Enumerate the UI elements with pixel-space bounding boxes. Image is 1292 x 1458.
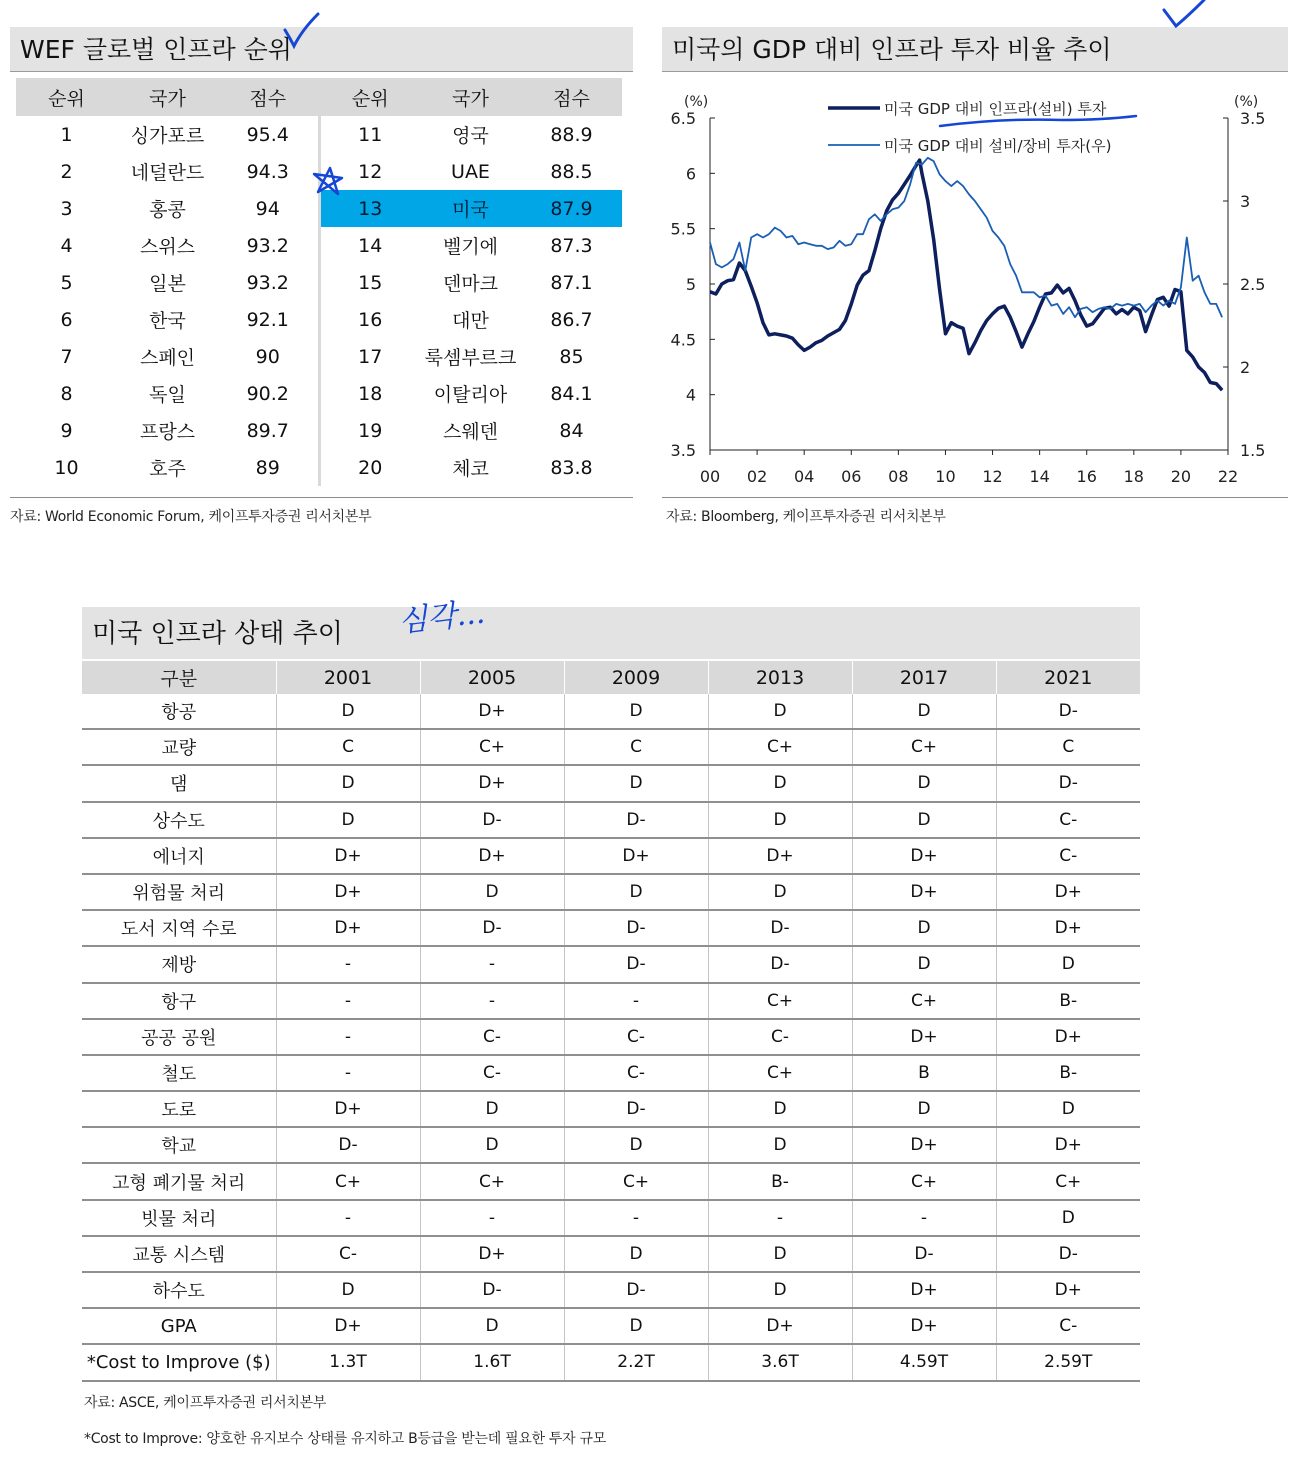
grade-table-row: [82, 1091, 1140, 1127]
grade-cell: C-: [708, 1019, 852, 1055]
y-right-tick-label: 2: [1240, 358, 1251, 377]
grade-cell: -: [276, 1019, 420, 1055]
grade-cell: D-: [564, 946, 708, 982]
grade-table-row: [82, 1236, 1140, 1272]
x-tick-label: 18: [1123, 467, 1144, 486]
grade-cell: D-: [996, 694, 1140, 729]
wef-table-cell: 86.7: [550, 308, 593, 331]
grade-row-label: 교량: [82, 729, 276, 765]
y-left-tick-label: 5.5: [670, 219, 696, 239]
wef-table-row: [16, 264, 622, 301]
chart-title-underline: [662, 71, 1288, 72]
grade-cell: D: [420, 1308, 564, 1344]
grade-cell: D: [564, 1127, 708, 1163]
y-right-tick-label: 3: [1240, 192, 1251, 211]
wef-table-cell: 88.5: [550, 160, 593, 183]
grade-table-row: [82, 1272, 1140, 1308]
grade-cell: D+: [276, 1091, 420, 1127]
wef-table-cell: 4: [60, 234, 73, 257]
wef-table-cell: 83.8: [550, 456, 593, 479]
wef-table-cell: 스위스: [139, 236, 196, 258]
grade-cell: D: [564, 1308, 708, 1344]
grade-cell: C: [564, 729, 708, 765]
grade-cell: D: [564, 1236, 708, 1272]
wef-table-cell: 93.2: [246, 234, 289, 257]
grade-header-cell: 2005: [420, 661, 564, 694]
grade-cell: D+: [852, 1308, 996, 1344]
grade-cell: D-: [420, 802, 564, 838]
x-tick-label: 04: [794, 467, 815, 486]
grade-cell: 3.6T: [708, 1344, 852, 1380]
grade-cell: D-: [420, 910, 564, 946]
wef-table-cell: 영국: [452, 125, 489, 147]
grade-cell: C-: [564, 1055, 708, 1091]
grade-cell: D+: [420, 1236, 564, 1272]
wef-table-cell: 12: [319, 153, 420, 190]
wef-table-cell: 85: [559, 345, 584, 368]
wef-ranking-table: [16, 78, 622, 486]
wef-table-cell: 14: [319, 227, 420, 264]
grade-cell: D+: [708, 1308, 852, 1344]
wef-table-cell: 17: [319, 338, 420, 375]
grade-cell: D+: [852, 874, 996, 910]
wef-header-cell: 점수: [218, 78, 319, 116]
x-tick-label: 20: [1170, 467, 1192, 486]
grade-header-cell: 2001: [276, 661, 420, 694]
grade-table-row: [82, 1308, 1140, 1344]
wef-table-cell: 1: [60, 123, 73, 146]
grade-row-label: 위험물 처리: [82, 874, 276, 910]
infra-grade-table: [82, 661, 1140, 1382]
y-left-tick-label: 6: [685, 164, 696, 184]
y-left-tick-label: 6.5: [670, 109, 696, 128]
grade-cell: D: [564, 694, 708, 729]
grade-cell: B-: [708, 1163, 852, 1199]
wef-table-cell: 88.9: [550, 123, 593, 146]
wef-table-cell: 스웨덴: [442, 421, 499, 443]
grade-cell: C+: [564, 1163, 708, 1199]
grade-cell: C+: [996, 1163, 1140, 1199]
wef-table-cell: 6: [60, 308, 73, 331]
grade-cell: -: [420, 983, 564, 1019]
wef-table-cell: 네덜란드: [130, 162, 205, 184]
grade-cell: D: [420, 1127, 564, 1163]
grade-cell: -: [276, 1200, 420, 1236]
grade-cell: D: [708, 1272, 852, 1308]
grade-cell: D+: [996, 1272, 1140, 1308]
grade-cell: D+: [852, 1127, 996, 1163]
wef-table-cell: 87.9: [521, 190, 622, 227]
grade-cell: 1.3T: [276, 1344, 420, 1380]
wef-table-cell: 89: [255, 456, 280, 479]
grade-cell: B-: [996, 1055, 1140, 1091]
grade-cell: D+: [852, 1019, 996, 1055]
wef-header-cell: 국가: [117, 78, 218, 116]
grade-cell: C+: [708, 729, 852, 765]
wef-panel-title: WEF 글로벌 인프라 순위: [10, 27, 633, 71]
wef-header-cell: 국가: [420, 78, 521, 116]
wef-title-underline: [10, 71, 633, 72]
grade-table-row: [82, 1200, 1140, 1236]
grade-cell: D: [852, 694, 996, 729]
grade-table-row: [82, 802, 1140, 838]
grade-table-row: [82, 946, 1140, 982]
wef-table-row: [16, 338, 622, 375]
wef-header-row: [16, 78, 622, 116]
wef-table-cell: 10: [54, 456, 79, 479]
grade-cell: D: [996, 1091, 1140, 1127]
grade-cell: D-: [276, 1127, 420, 1163]
grade-cell: D+: [276, 910, 420, 946]
grade-cell: D: [708, 1236, 852, 1272]
chart-bottom-rule: [662, 497, 1288, 498]
grade-cell: D: [276, 802, 420, 838]
y-left-tick-label: 4: [685, 385, 696, 405]
grade-cell: C+: [276, 1163, 420, 1199]
grade-cell: 2.2T: [564, 1344, 708, 1380]
wef-table-cell: 9: [60, 419, 73, 442]
grade-cell: C-: [564, 1019, 708, 1055]
grade-cell: C+: [852, 729, 996, 765]
grade-cell: D+: [276, 1308, 420, 1344]
grade-cell: D: [852, 802, 996, 838]
grade-row-label: 항구: [82, 983, 276, 1019]
grade-cell: 2.59T: [996, 1344, 1140, 1380]
grade-row-label: 도서 지역 수로: [82, 910, 276, 946]
grade-cell: D+: [996, 1019, 1140, 1055]
legend-label-1: 미국 GDP 대비 인프라(설비) 투자: [884, 100, 1107, 118]
wef-table-cell: 벨기에: [442, 236, 499, 258]
grade-cell: D+: [276, 838, 420, 874]
wef-table-cell: 한국: [149, 310, 186, 332]
wef-table-row: [16, 227, 622, 264]
grade-cell: D: [852, 765, 996, 801]
x-tick-label: 08: [888, 467, 909, 486]
grade-table-row: [82, 1127, 1140, 1163]
grade-cell: -: [420, 1200, 564, 1236]
grade-cell: D+: [996, 1127, 1140, 1163]
grade-cell: C: [276, 729, 420, 765]
wef-table-cell: 독일: [149, 384, 186, 406]
grade-cell: D-: [708, 946, 852, 982]
grade-cell: D-: [852, 1236, 996, 1272]
grade-cell: D-: [564, 802, 708, 838]
grade-cell: -: [708, 1200, 852, 1236]
grade-cell: -: [852, 1200, 996, 1236]
wef-header-cell: 순위: [319, 78, 420, 116]
handwritten-star: [308, 164, 352, 198]
wef-table-cell: 90.2: [246, 382, 289, 405]
grade-header-row: [82, 661, 1140, 694]
grade-cell: D: [276, 694, 420, 729]
handwritten-checkmark: [280, 10, 324, 50]
wef-table-cell: 호주: [149, 458, 186, 480]
grade-cell: C+: [852, 983, 996, 1019]
wef-table-cell: 18: [319, 375, 420, 412]
wef-table-cell: 3: [60, 197, 73, 220]
grade-cell: D: [420, 1091, 564, 1127]
grade-row-label: 고형 폐기물 처리: [82, 1163, 276, 1199]
grade-cell: D-: [564, 910, 708, 946]
grade-cell: D: [708, 874, 852, 910]
x-tick-label: 02: [746, 467, 768, 486]
y-right-tick-label: 2.5: [1240, 275, 1266, 294]
chart-lines: [710, 158, 1222, 390]
wef-table-cell: 룩셈부르크: [424, 347, 517, 369]
wef-table-cell: 87.1: [550, 271, 593, 294]
grade-table-row: [82, 983, 1140, 1019]
wef-table-cell: 95.4: [246, 123, 289, 146]
wef-table-cell: UAE: [451, 160, 490, 183]
y-left-tick-label: 4.5: [670, 330, 696, 350]
wef-table-cell: 90: [255, 345, 280, 368]
grade-cell: C+: [708, 983, 852, 1019]
grade-cell: D+: [564, 838, 708, 874]
x-tick-label: 10: [935, 467, 956, 486]
wef-table-cell: 20: [319, 449, 420, 486]
legend-label-2: 미국 GDP 대비 설비/장비 투자(우): [884, 137, 1112, 155]
wef-table-cell: 92.1: [246, 308, 289, 331]
wef-table-cell: 94.3: [246, 160, 289, 183]
grade-cell: C+: [420, 729, 564, 765]
grade-cell: C-: [996, 802, 1140, 838]
chart-source: 자료: Bloomberg, 케이프투자증권 리서치본부: [666, 509, 946, 525]
wef-table-cell: 87.3: [550, 234, 593, 257]
grade-row-label: 상수도: [82, 802, 276, 838]
grade-cell: D+: [852, 838, 996, 874]
grade-header-cell: 2009: [564, 661, 708, 694]
grade-cell: C-: [420, 1055, 564, 1091]
grade-cell: D-: [564, 1091, 708, 1127]
grade-row-label: 공공 공원: [82, 1019, 276, 1055]
grade-cell: B: [852, 1055, 996, 1091]
grade-row-label: 하수도: [82, 1272, 276, 1308]
grade-cell: D: [708, 694, 852, 729]
grade-panel-title: 미국 인프라 상태 추이: [82, 607, 1140, 659]
grade-cell: D: [276, 765, 420, 801]
wef-table-cell: 대만: [452, 310, 489, 332]
wef-table-cell: 93.2: [246, 271, 289, 294]
handwritten-checkmark-chart: [1160, 0, 1210, 30]
x-tick-label: 06: [841, 467, 862, 486]
grade-cell: D+: [420, 765, 564, 801]
grade-cell: -: [564, 1200, 708, 1236]
y-right-tick-label: 3.5: [1240, 109, 1266, 128]
grade-footnote: *Cost to Improve: 양호한 유지보수 상태를 유지하고 B등급을 받는데 필요한 투자 규모: [84, 1431, 606, 1447]
wef-table-cell: 덴마크: [442, 273, 499, 295]
wef-header-cell: 순위: [16, 78, 117, 116]
grade-cell: D: [996, 1200, 1140, 1236]
grade-row-label: 빗물 처리: [82, 1200, 276, 1236]
wef-source: 자료: World Economic Forum, 케이프투자증권 리서치본부: [10, 509, 372, 525]
grade-cell: D-: [708, 910, 852, 946]
grade-cell: C-: [420, 1019, 564, 1055]
grade-cell: C: [996, 729, 1140, 765]
grade-cell: -: [420, 946, 564, 982]
grade-cell: D-: [564, 1272, 708, 1308]
grade-table-row: [82, 1163, 1140, 1199]
grade-header-cell: 2021: [996, 661, 1140, 694]
grade-cell: D: [708, 1127, 852, 1163]
grade-cell: C+: [420, 1163, 564, 1199]
x-tick-label: 12: [982, 467, 1003, 486]
y-left-tick-label: 5: [685, 275, 696, 294]
grade-row-label: 제방: [82, 946, 276, 982]
wef-table-cell: 7: [60, 345, 73, 368]
wef-table-cell: 미국: [420, 190, 521, 227]
grade-cell: D: [852, 946, 996, 982]
wef-table-cell: 8: [60, 382, 73, 405]
grade-cell: D+: [708, 838, 852, 874]
grade-table-row: [82, 1344, 1140, 1380]
grade-cell: D+: [996, 910, 1140, 946]
wef-table-row: [16, 412, 622, 449]
grade-header-cell: 2017: [852, 661, 996, 694]
grade-row-label: 항공: [82, 694, 276, 729]
grade-header-cell: 구분: [82, 661, 276, 694]
wef-table-cell: 스페인: [139, 347, 196, 369]
wef-table-row: [16, 449, 622, 486]
grade-row-label: *Cost to Improve ($): [82, 1344, 276, 1380]
grade-row-label: 학교: [82, 1127, 276, 1163]
grade-row-label: 댐: [82, 765, 276, 801]
grade-cell: D: [708, 802, 852, 838]
wef-table-cell: 94: [255, 197, 280, 220]
grade-cell: -: [276, 1055, 420, 1091]
y-right-unit: (%): [1234, 94, 1259, 110]
grade-cell: -: [564, 983, 708, 1019]
grade-table-row: [82, 874, 1140, 910]
grade-cell: D+: [852, 1272, 996, 1308]
wef-table-cell: 16: [319, 301, 420, 338]
grade-row-label: 도로: [82, 1091, 276, 1127]
grade-cell: C-: [996, 838, 1140, 874]
grade-cell: D: [708, 1091, 852, 1127]
y-left-unit: (%): [684, 94, 709, 110]
wef-table-cell: 89.7: [246, 419, 289, 442]
grade-row-label: 에너지: [82, 838, 276, 874]
x-tick-label: 16: [1076, 467, 1097, 486]
grade-cell: D: [564, 765, 708, 801]
grade-cell: D: [852, 1091, 996, 1127]
grade-cell: C-: [996, 1308, 1140, 1344]
handwritten-note: 심각...: [396, 595, 487, 640]
wef-table-cell: 15: [319, 264, 420, 301]
grade-source: 자료: ASCE, 케이프투자증권 리서치본부: [84, 1395, 327, 1411]
gdp-infra-investment-chart: [662, 80, 1292, 495]
y-right-tick-label: 1.5: [1240, 441, 1266, 460]
grade-cell: D-: [996, 765, 1140, 801]
grade-table-row: [82, 729, 1140, 765]
grade-row-label: GPA: [82, 1308, 276, 1344]
grade-cell: -: [276, 983, 420, 1019]
grade-cell: D-: [420, 1272, 564, 1308]
grade-cell: D: [276, 1272, 420, 1308]
grade-cell: C+: [708, 1055, 852, 1091]
wef-table-cell: 5: [60, 271, 73, 294]
grade-cell: D+: [276, 874, 420, 910]
wef-table-cell: 싱가포르: [130, 125, 205, 147]
y-left-tick-label: 3.5: [670, 441, 696, 460]
wef-table-cell: 13: [319, 190, 420, 227]
series-line-1: [710, 160, 1222, 390]
grade-cell: 4.59T: [852, 1344, 996, 1380]
x-tick-label: 22: [1217, 467, 1239, 486]
chart-panel-title: 미국의 GDP 대비 인프라 투자 비율 추이: [662, 27, 1288, 71]
wef-table-cell: 이탈리아: [433, 384, 508, 406]
grade-cell: D: [564, 874, 708, 910]
grade-row-label: 철도: [82, 1055, 276, 1091]
grade-row-label: 교통 시스템: [82, 1236, 276, 1272]
wef-table-bottom-rule: [10, 497, 633, 498]
grade-cell: D+: [420, 838, 564, 874]
wef-table-cell: 19: [319, 412, 420, 449]
grade-cell: D: [420, 874, 564, 910]
grade-cell: C+: [852, 1163, 996, 1199]
wef-table-cell: 84.1: [550, 382, 593, 405]
grade-table-row: [82, 1055, 1140, 1091]
grade-table-row: [82, 1019, 1140, 1055]
wef-table-cell: 홍콩: [149, 199, 186, 221]
series-line-2: [710, 158, 1222, 317]
grade-cell: B-: [996, 983, 1140, 1019]
grade-table-row: [82, 765, 1140, 801]
wef-table-cell: 프랑스: [139, 421, 196, 443]
grade-table-row: [82, 838, 1140, 874]
wef-table-cell: 84: [559, 419, 584, 442]
wef-table-cell: 체코: [452, 458, 489, 480]
grade-header-cell: 2013: [708, 661, 852, 694]
grade-cell: D-: [996, 1236, 1140, 1272]
grade-cell: -: [276, 946, 420, 982]
grade-cell: C-: [276, 1236, 420, 1272]
grade-cell: D+: [420, 694, 564, 729]
wef-table-cell: 일본: [149, 273, 186, 295]
grade-cell: D: [852, 910, 996, 946]
grade-table-row: [82, 694, 1140, 729]
grade-table-row: [82, 910, 1140, 946]
wef-table-cell: 2: [60, 160, 73, 183]
wef-header-cell: 점수: [521, 78, 622, 116]
wef-table-row: [16, 375, 622, 412]
x-tick-label: 14: [1029, 467, 1050, 486]
grade-cell: 1.6T: [420, 1344, 564, 1380]
chart-legend: [828, 100, 1136, 155]
grade-cell: D: [996, 946, 1140, 982]
wef-table-row: [16, 301, 622, 338]
grade-cell: D: [708, 765, 852, 801]
x-tick-label: 00: [699, 467, 721, 486]
wef-table-cell: 11: [319, 116, 420, 153]
wef-table-row: [16, 116, 622, 153]
grade-cell: D+: [996, 874, 1140, 910]
